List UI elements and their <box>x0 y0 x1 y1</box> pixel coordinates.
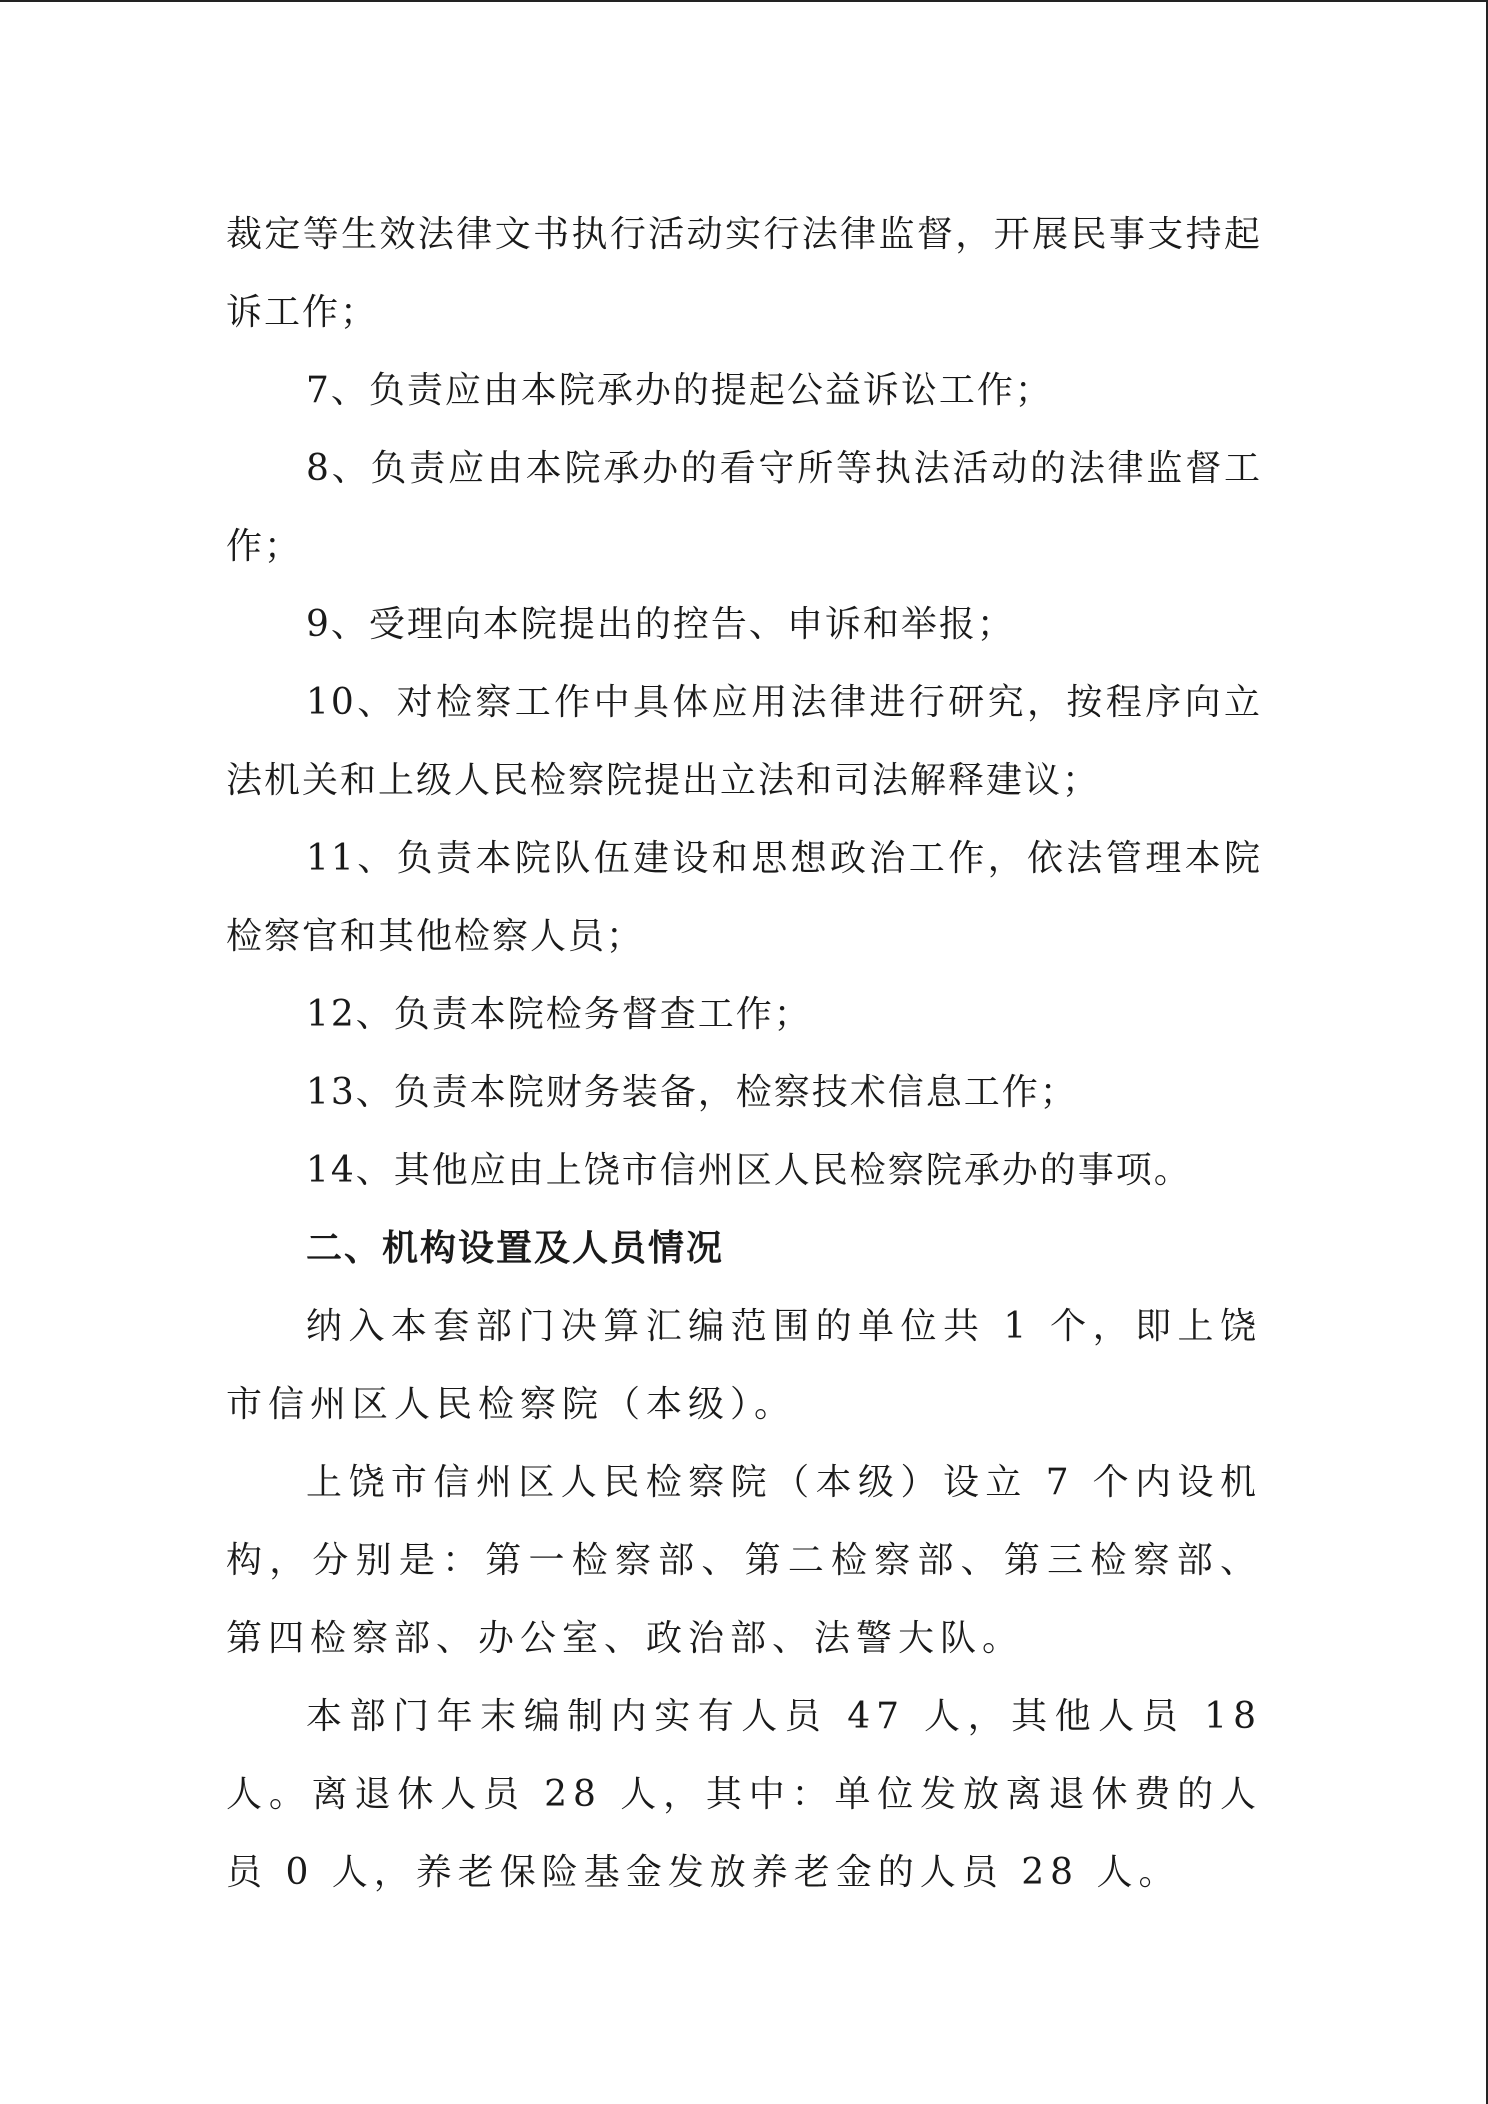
document-body <box>226 196 1262 1912</box>
paragraph-departments: 上饶市信州区人民检察院（本级）设立 7 个内设机构，分别是：第一检察部、第二检察部、第三检察部、第四检察部、办公室、政治部、法警大队。 <box>226 1462 1262 1659</box>
paragraph-item-14: 14、其他应由上饶市信州区人民检察院承办的事项。 <box>306 1150 1192 1191</box>
paragraph-item-13: 13、负责本院财务装备，检察技术信息工作； <box>306 1072 1078 1113</box>
paragraph-staff: 本部门年末编制内实有人员 47 人，其他人员 18 人。离退休人员 28 人，其中：单位发放离退休费的人员 0 人，养老保险基金发放养老金的人员 28 人。 <box>226 1696 1262 1893</box>
section-heading: 二、机构设置及人员情况 <box>306 1228 725 1269</box>
paragraph-continued: 裁定等生效法律文书执行活动实行法律监督，开展民事支持起诉工作； <box>226 214 1262 333</box>
paragraph-item-12: 12、负责本院检务督查工作； <box>306 994 812 1035</box>
paragraph-scope: 纳入本套部门决算汇编范围的单位共 1 个，即上饶市信州区人民检察院（本级）。 <box>226 1306 1262 1425</box>
paragraph-item-9: 9、受理向本院提出的控告、申诉和举报； <box>306 604 1015 645</box>
paragraph-item-7: 7、负责应由本院承办的提起公益诉讼工作； <box>306 370 1053 411</box>
paragraph-item-8: 8、负责应由本院承办的看守所等执法活动的法律监督工作； <box>226 448 1262 567</box>
paragraph-item-11: 11、负责本院队伍建设和思想政治工作，依法管理本院检察官和其他检察人员； <box>226 838 1262 957</box>
paragraph-item-10: 10、对检察工作中具体应用法律进行研究，按程序向立法机关和上级人民检察院提出立法和司法解释建议； <box>226 682 1262 801</box>
